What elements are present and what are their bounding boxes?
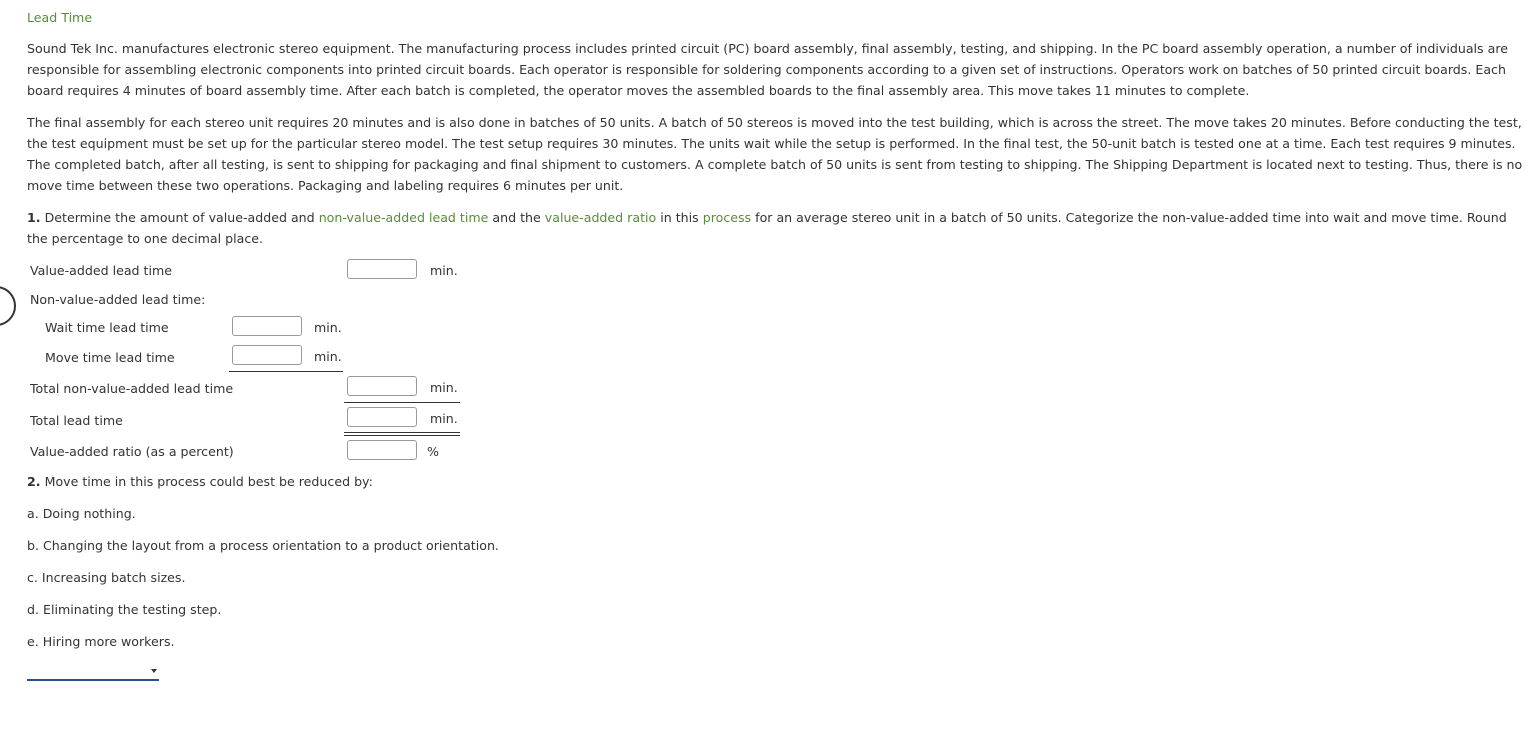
question-1-text-d: for an average stereo unit in a batch of 50 units. Categorize the non-value-added time into wait and move time. Round the percentage to one decimal place. (27, 210, 1507, 246)
glossary-link-non-value-added-lead-time[interactable]: non-value-added lead time (318, 210, 489, 225)
page-title: Lead Time (27, 10, 93, 25)
wait-time-label: Wait time lead time (45, 320, 169, 335)
ratio-label: Value-added ratio (as a percent) (30, 444, 234, 459)
question-2-text: Move time in this process could best be reduced by: (44, 474, 373, 489)
question-1-text-b: and the (492, 210, 541, 225)
question-1-number: 1. (27, 210, 41, 225)
move-time-input[interactable] (232, 345, 302, 365)
option-a: a. Doing nothing. (27, 506, 136, 521)
total-nva-label: Total non-value-added lead time (30, 381, 234, 396)
total-nva-rule (344, 402, 460, 403)
option-d: d. Eliminating the testing step. (27, 602, 222, 617)
value-added-label: Value-added lead time (30, 263, 172, 278)
total-nva-unit: min. (430, 380, 458, 395)
wait-time-unit: min. (314, 320, 342, 335)
question-1-text-c: in this (660, 210, 699, 225)
move-time-label: Move time lead time (45, 350, 175, 365)
nva-header: Non-value-added lead time: (30, 292, 206, 307)
wait-time-input[interactable] (232, 316, 302, 336)
glossary-link-value-added-ratio[interactable]: value-added ratio (544, 210, 657, 225)
subtotal-rule (229, 371, 343, 372)
total-lead-time-input[interactable] (347, 407, 417, 427)
total-lead-time-unit: min. (430, 411, 458, 426)
question-1 (27, 207, 1517, 249)
problem-paragraph-2: The final assembly for each stereo unit requires 20 minutes and is also done in batches of 50 units. A batch of 50 stereos is moved into the test building, which is across the street. The move takes 20 minutes. Before conducting the test, the test equipment must be set up for the particular stereo model. The test setup requires 30 minutes. The units wait while the setup is performed. In the final test, the 50-unit batch is tested one at a time. Each test requires 9 minutes. The completed batch, after all testing, is sent to shipping for packaging and final shipment to customers. A complete batch of 50 units is sent from testing to shipping. The Shipping Department is located next to testing. Thus, there is no move time between these two operations. Packaging and labeling requires 6 minutes per unit. (27, 115, 1523, 193)
answer-select[interactable] (27, 664, 159, 681)
total-lead-time-label: Total lead time (30, 413, 123, 428)
value-added-input[interactable] (347, 259, 417, 279)
chevron-down-icon (151, 669, 157, 673)
question-1-text-a: Determine the amount of value-added and (44, 210, 315, 225)
option-b: b. Changing the layout from a process orientation to a product orientation. (27, 538, 499, 553)
question-2-number: 2. (27, 474, 41, 489)
problem-paragraph-1: Sound Tek Inc. manufactures electronic stereo equipment. The manufacturing process includes printed circuit (PC) board assembly, final assembly, testing, and shipping. In the PC board assembly operation, a number of individuals are responsible for assembling electronic components into printed circuit boards. Each operator is responsible for soldering components according to a given set of instructions. Operators work on batches of 50 printed circuit boards. Each board requires 4 minutes of board assembly time. After each batch is completed, the operator moves the assembled boards to the final assembly area. This move takes 11 minutes to complete. (27, 41, 1508, 98)
partial-circle-icon (0, 286, 16, 326)
move-time-unit: min. (314, 349, 342, 364)
ratio-unit: % (427, 444, 439, 459)
double-rule-top (344, 432, 460, 433)
question-2 (27, 474, 373, 489)
option-c: c. Increasing batch sizes. (27, 570, 186, 585)
total-nva-input[interactable] (347, 376, 417, 396)
value-added-unit: min. (430, 263, 458, 278)
ratio-input[interactable] (347, 440, 417, 460)
option-e: e. Hiring more workers. (27, 634, 175, 649)
double-rule-bottom (344, 435, 460, 436)
glossary-link-process[interactable]: process (702, 210, 752, 225)
